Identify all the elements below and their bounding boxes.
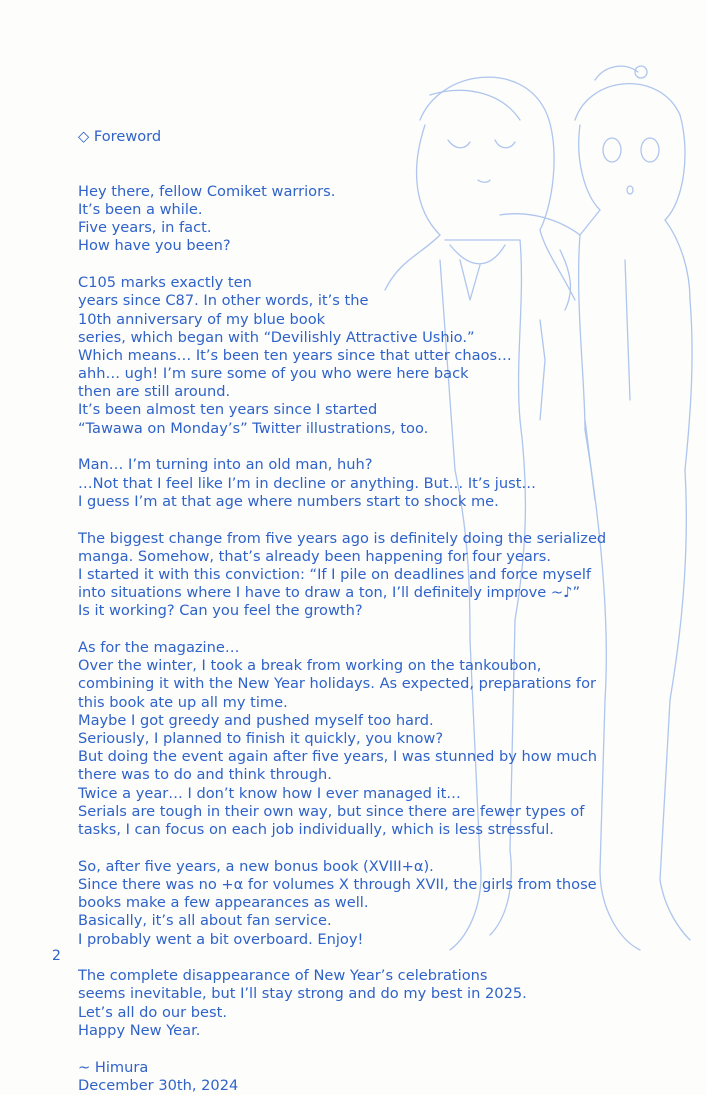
foreword-line: It’s been a while. [78, 200, 203, 218]
paragraph-gap [78, 949, 678, 968]
foreword-line: “Tawawa on Monday’s” Twitter illustrations, too. [78, 419, 429, 437]
foreword-line: ahh… ugh! I’m sure some of you who were here back [78, 365, 469, 383]
foreword-line: Which means… It’s been ten years since that utter chaos… [78, 346, 512, 364]
paragraph-gap [78, 621, 678, 640]
foreword-line: books make a few appearances as well. [78, 894, 369, 912]
foreword-line: there was to do and think through. [78, 766, 332, 784]
foreword-line: 10th anniversary of my blue book [78, 310, 326, 328]
foreword-line: Basically, it’s all about fan service. [78, 912, 332, 930]
paragraph-gap [78, 438, 678, 457]
foreword-line: Serials are tough in their own way, but since there are fewer types of [78, 802, 585, 820]
foreword-line: Man… I’m turning into an old man, huh? [78, 456, 373, 474]
foreword-line: The biggest change from five years ago is definitely doing the serialized [78, 529, 607, 547]
foreword-line: Is it working? Can you feel the growth? [78, 602, 363, 620]
foreword-line: So, after five years, a new bonus book (XVIII+α). [78, 857, 434, 875]
foreword-line: I guess I’m at that age where numbers start to shock me. [78, 492, 499, 510]
paragraph-gap [78, 511, 678, 530]
foreword-line: As for the magazine… [78, 639, 240, 657]
paragraph-gap [78, 1040, 678, 1059]
foreword-line: combining it with the New Year holidays. As expected, preparations for [78, 675, 596, 693]
foreword-line: into situations where I have to draw a ton, I’ll definitely improve ~♪” [78, 584, 581, 602]
foreword-line: years since C87. In other words, it’s the [78, 292, 369, 310]
foreword-line: Since there was no +α for volumes X through XVII, the girls from those [78, 875, 597, 893]
foreword-line: series, which began with “Devilishly Attractive Ushio.” [78, 328, 475, 346]
signature-line: December 30th, 2024 [78, 1076, 239, 1094]
paragraph-gap [78, 839, 678, 858]
foreword-line: C105 marks exactly ten [78, 274, 252, 292]
foreword-line: But doing the event again after five years, I was stunned by how much [78, 748, 598, 766]
page-number: 2 [52, 948, 61, 964]
foreword-line: Maybe I got greedy and pushed myself too hard. [78, 711, 434, 729]
foreword-line: Twice a year… I don’t know how I ever managed it… [78, 784, 461, 802]
foreword-text [78, 92, 678, 1095]
foreword-line: Let’s all do our best. [78, 1003, 228, 1021]
foreword-line: manga. Somehow, that’s already been happening for four years. [78, 547, 552, 565]
signature-line: ~ Himura [78, 1058, 149, 1076]
foreword-line: Seriously, I planned to finish it quickly, you know? [78, 730, 444, 748]
foreword-line: seems inevitable, but I’ll stay strong and do my best in 2025. [78, 985, 527, 1003]
foreword-line: Over the winter, I took a break from working on the tankoubon, [78, 657, 542, 675]
foreword-line: The complete disappearance of New Year’s celebrations [78, 967, 488, 985]
foreword-line: I started it with this conviction: “If I pile on deadlines and force myself [78, 565, 592, 583]
foreword-line: then are still around. [78, 383, 231, 401]
foreword-line: tasks, I can focus on each job individually, which is less stressful. [78, 820, 554, 838]
foreword-line: Five years, in fact. [78, 219, 212, 237]
paragraph-gap [78, 256, 678, 275]
foreword-line: Happy New Year. [78, 1021, 201, 1039]
foreword-line: this book ate up all my time. [78, 693, 288, 711]
foreword-heading: ◇ Foreword [78, 128, 162, 146]
foreword-line: …Not that I feel like I’m in decline or anything. But… It’s just… [78, 474, 537, 492]
foreword-line: How have you been? [78, 237, 231, 255]
foreword-line: I probably went a bit overboard. Enjoy! [78, 930, 364, 948]
foreword-line: Hey there, fellow Comiket warriors. [78, 182, 336, 200]
foreword-line: It’s been almost ten years since I started [78, 401, 378, 419]
